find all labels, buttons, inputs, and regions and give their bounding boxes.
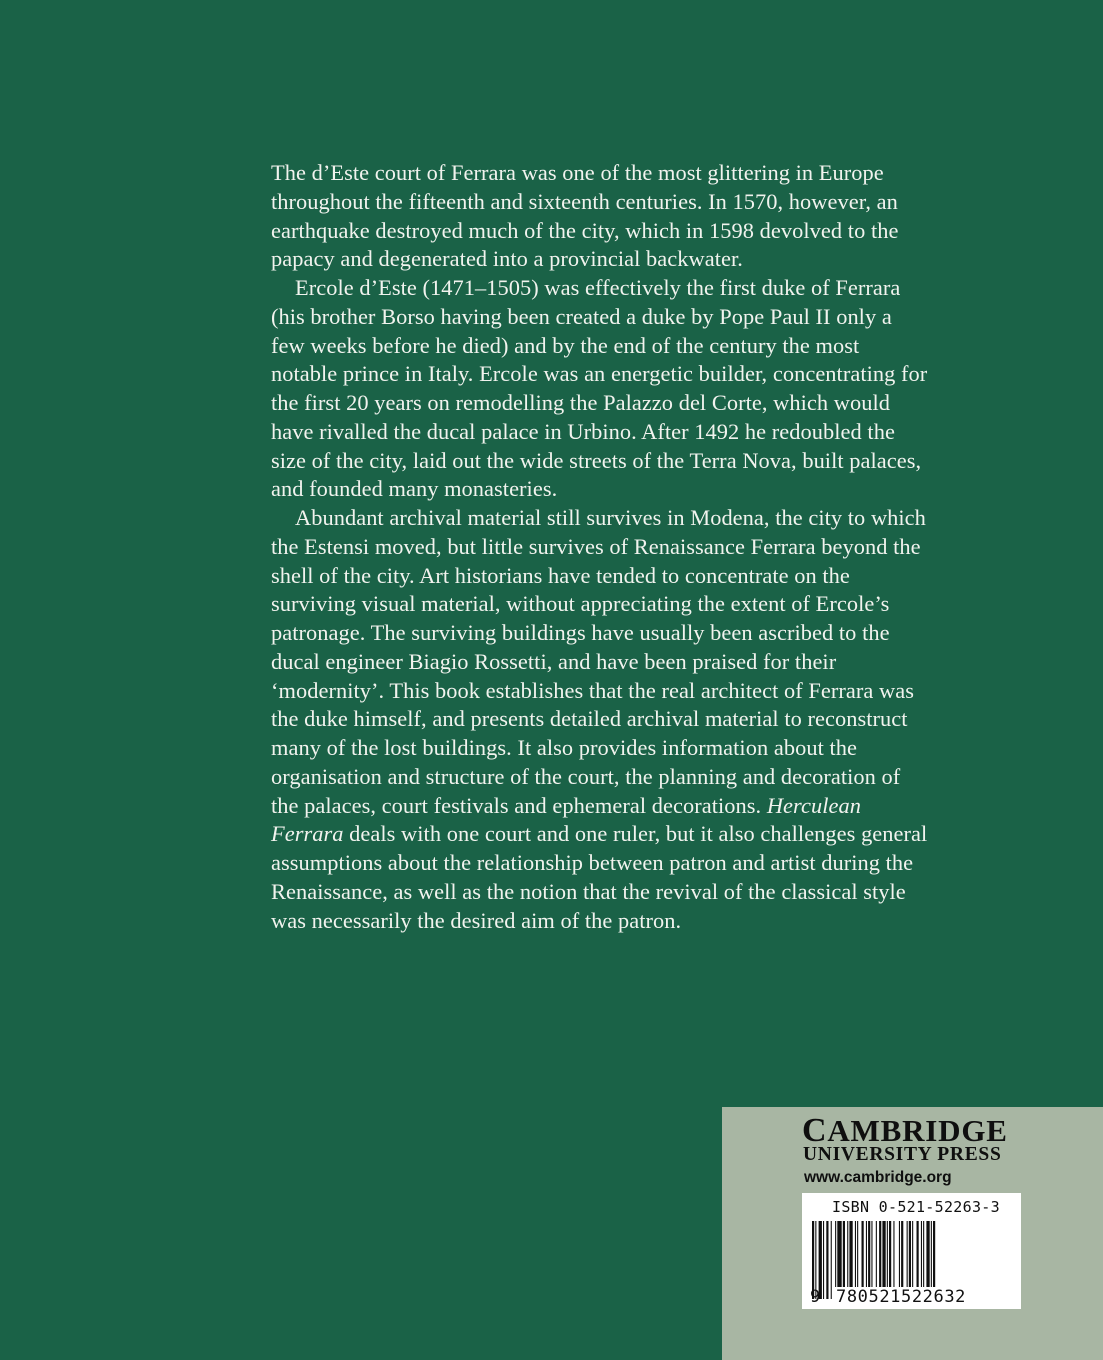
ean-digits: 780521522632 bbox=[832, 1287, 970, 1307]
publisher-subtitle: UNIVERSITY PRESS bbox=[803, 1144, 1002, 1165]
ean-lead-digit: 9 bbox=[810, 1287, 821, 1307]
barcode-box bbox=[802, 1193, 1021, 1309]
publisher-website: www.cambridge.org bbox=[804, 1169, 952, 1186]
book-title-italic: Herculean Ferrara bbox=[271, 792, 861, 847]
back-cover-description bbox=[271, 159, 931, 935]
isbn-number: ISBN 0-521-52263-3 bbox=[832, 1198, 1000, 1216]
description-paragraph-1: The d’Este court of Ferrara was one of the most glittering in Europe throughout the fifteenth and sixteenth centuries. In 1570, however, an earthquake destroyed much of the city, which in 1598 devolved to the papacy and degenerated into a provincial backwater. bbox=[271, 160, 899, 272]
paragraph-3-text-start: Abundant archival material still survives in Modena, the city to which the Estensi moved, but little survives of Renaissance Ferrara beyond the shell of the city. Art historians have tended to concentrate on the surviving visual material, without appreciating the extent of Ercole’s patronage. The surviving buildings have usually been ascribed to the ducal engineer Biagio Rossetti, and have been praised for their ‘modernity’. This book establishes that the real architect of Ferrara was the duke himself, and presents detailed archival material to reconstruct many of the lost buildings. It also provides information about the organisation and structure of the court, the planning and decoration of the palaces, court festivals and ephemeral decorations. bbox=[271, 505, 926, 818]
description-paragraph-3 bbox=[271, 504, 931, 935]
publisher-name-initial: C bbox=[802, 1112, 828, 1149]
paragraph-3-text-end: deals with one court and one ruler, but it also challenges general assumptions about the relationship between patron and artist during the Renaissance, as well as the notion that the revival of the classical style was necessarily the desired aim of the patron. bbox=[271, 821, 928, 933]
publisher-panel bbox=[722, 1107, 1103, 1360]
description-paragraph-2: Ercole d’Este (1471–1505) was effectively the first duke of Ferrara (his brother Borso having been created a duke by Pope Paul II only a few weeks before he died) and by the end of the century the most notable prince in Italy. Ercole was an energetic builder, concentrating for the first 20 years on remodelling the Palazzo del Corte, which would have rivalled the ducal palace in Urbino. After 1492 he redoubled the size of the city, laid out the wide streets of the Terra Nova, built palaces, and founded many monasteries. bbox=[271, 275, 928, 502]
publisher-name-rest: AMBRIDGE bbox=[827, 1113, 1008, 1148]
